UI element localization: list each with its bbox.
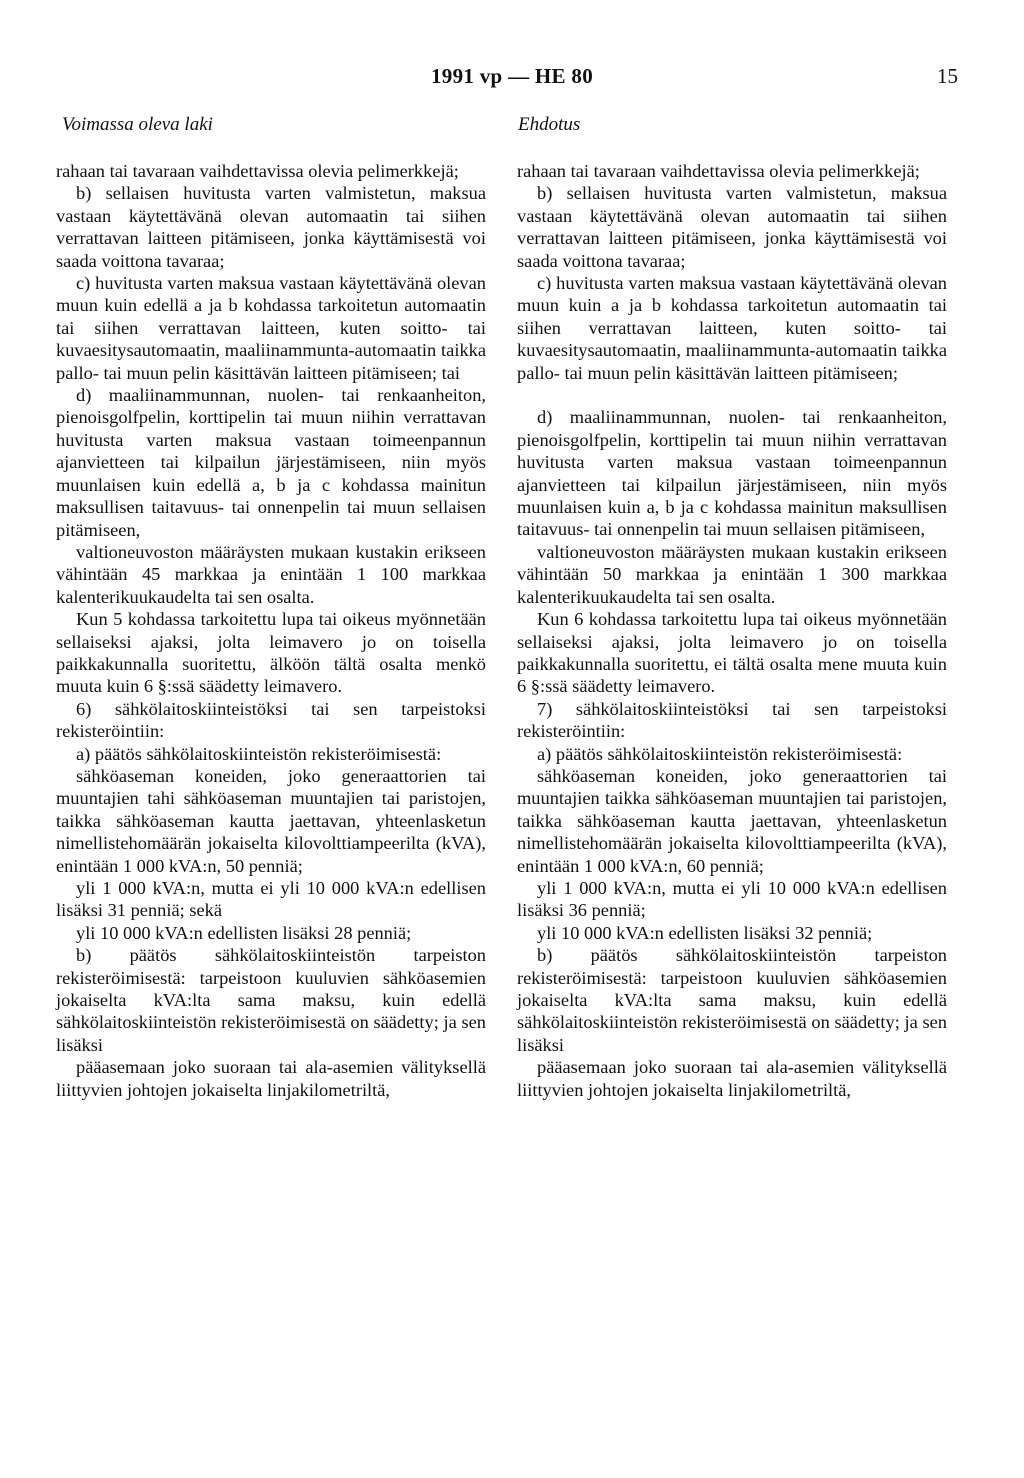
left-paragraph-8: a) päätös sähkölaitoskiinteistön rekisteröimisestä: bbox=[76, 743, 442, 764]
right-paragraph-8: a) päätös sähkölaitoskiinteistön rekisteröimisestä: bbox=[537, 743, 903, 764]
right-paragraph-11: yli 10 000 kVA:n edellisten lisäksi 32 penniä; bbox=[537, 922, 873, 943]
left-paragraph-5: valtioneuvoston määräysten mukaan kustakin erikseen vähintään 45 markkaa ja enintään 1 100 markkaa kalenterikuukaudelta tai sen osalta. bbox=[56, 541, 486, 607]
left-paragraph-12: b) päätös sähkölaitoskiinteistön tarpeiston rekisteröimisestä: tarpeistoon kuuluvien sähköasemien jokaiselta kVA:lta sama maksu, kuin edellä sähkölaitoskiinteistön rekisteröimisestä on säädetty; ja sen lisäksi bbox=[56, 945, 486, 1055]
paragraph-gap bbox=[517, 384, 947, 406]
left-paragraph-1: rahaan tai tavaraan vaihdettavissa olevia pelimerkkejä; bbox=[56, 161, 459, 181]
right-paragraph-4: d) maaliinammunnan, nuolen- tai renkaanheiton, pienoisgolfpelin, korttipelin tai muun niihin verrattavan huvitusta varten maksua vastaan toimeenpannun ajanvietteen tai kilpailun järjestämiseen, niin myös muunlaisen kuin a, b ja c kohdassa mainitun maksullisen taitavuus- tai onnenpelin tai muun sellaisen pitämiseen, bbox=[517, 407, 947, 540]
right-paragraph-6: Kun 6 kohdassa tarkoitettu lupa tai oikeus myönnetään sellaiseksi ajaksi, jolta leimavero jo on toisella paikkakunnalla suoritettu, ei tältä osalta mene muuta kuin 6 §:ssä säädetty leimavero. bbox=[517, 609, 947, 697]
left-paragraph-4: d) maaliinammunnan, nuolen- tai renkaanheiton, pienoisgolfpelin, korttipelin tai muun niihin verrattavan huvitusta varten maksua vastaan toimeenpannun ajanvietteen tai kilpailun järjestämiseen, niin myös muunlaisen kuin edellä a, b ja c kohdassa mainitun maksullisen taitavuus- tai onnenpelin tai muun sellaisen pitämiseen, bbox=[56, 385, 486, 540]
page-number: 15 bbox=[937, 64, 958, 88]
right-paragraph-9: sähköaseman koneiden, joko generaattorien tai muuntajien taikka sähköaseman muuntajien tai paristojen, taikka sähköaseman kautta jaettavan, yhteenlasketun nimellistehomäärän jokaiselta kilovolttiampeerilta (kVA), enintään 1 000 kVA:n, 60 penniä; bbox=[517, 765, 947, 876]
left-paragraph-3: c) huvitusta varten maksua vastaan käytettävänä olevan muun kuin edellä a ja b kohdassa tarkoitetun automaatin tai siihen verrattavan laitteen, kuten soitto- tai kuvaesitysautomaatin, maaliinammunta-automaatin taikka pallo- tai muun pelin käsittävän laitteen pitämiseen; tai bbox=[56, 273, 486, 383]
left-paragraph-2: b) sellaisen huvitusta varten valmistetun, maksua vastaan käytettävänä olevan automaatin tai siihen verrattavan laitteen pitämiseen, jonka käyttämisestä voi saada voittona tavaraa; bbox=[56, 183, 486, 271]
page-header bbox=[0, 64, 1024, 94]
right-paragraph-5: valtioneuvoston määräysten mukaan kustakin erikseen vähintään 50 markkaa ja enintään 1 300 markkaa kalenterikuukaudelta tai sen osalta. bbox=[517, 541, 947, 607]
left-paragraph-9: sähköaseman koneiden, joko generaattorien tai muuntajien tahi sähköaseman muuntajien tai paristojen, taikka sähköaseman kautta jaettavan, yhteenlasketun nimellistehomäärän jokaiselta kilovolttiampeerilta (kVA), enintään 1 000 kVA:n, 50 penniä; bbox=[56, 765, 486, 876]
left-paragraph-11: yli 10 000 kVA:n edellisten lisäksi 28 penniä; bbox=[76, 922, 412, 943]
right-paragraph-10: yli 1 000 kVA:n, mutta ei yli 10 000 kVA:n edellisen lisäksi 36 penniä; bbox=[517, 877, 947, 921]
left-paragraph-10: yli 1 000 kVA:n, mutta ei yli 10 000 kVA:n edellisen lisäksi 31 penniä; sekä bbox=[56, 878, 486, 921]
right-paragraph-1: rahaan tai tavaraan vaihdettavissa olevia pelimerkkejä; bbox=[517, 161, 920, 181]
left-paragraph-13: pääasemaan joko suoraan tai ala-asemien välityksellä liittyvien johtojen jokaiselta linjakilometriltä, bbox=[56, 1057, 486, 1100]
document-title: 1991 vp — HE 80 bbox=[430, 64, 594, 88]
right-column bbox=[517, 160, 947, 1101]
right-paragraph-3: c) huvitusta varten maksua vastaan käytettävänä olevan muun kuin a ja b kohdassa tarkoitetun automaatin tai siihen verrattavan laitteen, kuten soitto- tai kuvaesitysautomaatin, maaliinammunta-automaatin taikka pallo- tai muun pelin käsittävän laitteen pitämiseen; bbox=[517, 273, 947, 383]
right-paragraph-12: b) päätös sähkölaitoskiinteistön tarpeiston rekisteröimisestä: tarpeistoon kuuluvien sähköasemien jokaiselta kVA:lta sama maksu, kuin edellä sähkölaitoskiinteistön rekisteröimisestä on säädetty; ja sen lisäksi bbox=[517, 945, 947, 1055]
left-column bbox=[56, 160, 486, 1101]
right-paragraph-13: pääasemaan joko suoraan tai ala-asemien välityksellä liittyvien johtojen jokaiselta linjakilometriltä, bbox=[517, 1057, 947, 1100]
left-column-title: Voimassa oleva laki bbox=[62, 114, 213, 135]
right-paragraph-2: b) sellaisen huvitusta varten valmistetun, maksua vastaan käytettävänä olevan automaatin tai siihen verrattavan laitteen pitämiseen, jonka käyttämisestä voi saada voittona tavaraa; bbox=[517, 183, 947, 271]
left-paragraph-7: 6) sähkölaitoskiinteistöksi tai sen tarpeistoksi rekisteröintiin: bbox=[56, 698, 486, 742]
right-paragraph-7: 7) sähkölaitoskiinteistöksi tai sen tarpeistoksi rekisteröintiin: bbox=[517, 698, 947, 742]
right-column-title: Ehdotus bbox=[518, 114, 581, 135]
left-paragraph-6: Kun 5 kohdassa tarkoitettu lupa tai oikeus myönnetään sellaiseksi ajaksi, jolta leimavero jo on toisella paikkakunnalla suoritettu, älköön tältä osalta menkö muuta kuin 6 §:ssä säädetty leimavero. bbox=[56, 609, 486, 697]
